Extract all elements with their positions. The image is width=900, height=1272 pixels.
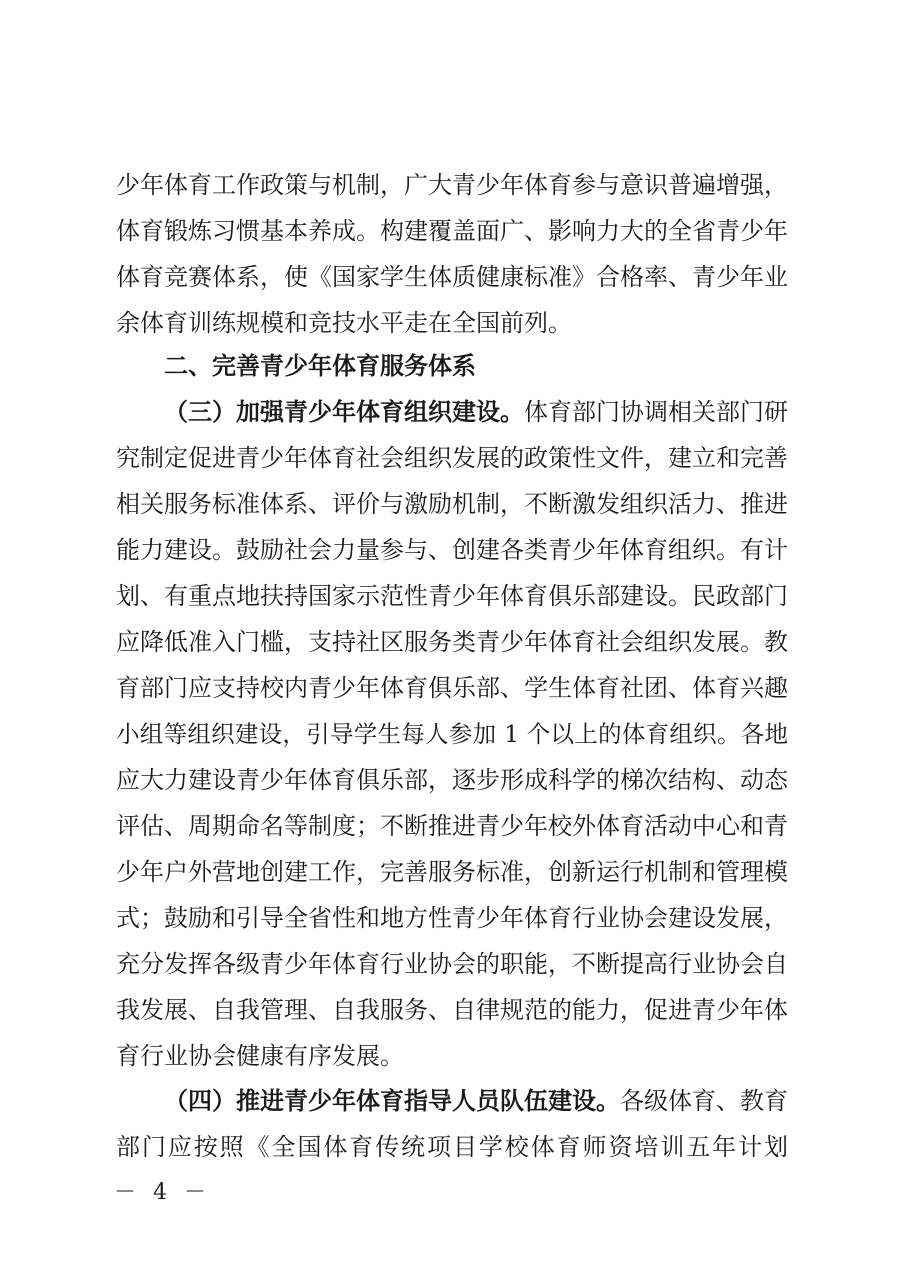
paragraph-3-lead: （三）加强青少年体育组织建设。 [164, 398, 524, 426]
paragraph-3-line-6: 育部门应支持校内青少年体育俱乐部、学生体育社团、体育兴趣 [116, 674, 788, 702]
paragraph-4-line-1: 部门应按照《全国体育传统项目学校体育师资培训五年计划 [116, 1133, 788, 1161]
paragraph-3-first-line-rest: 体育部门协调相关部门研 [524, 398, 788, 426]
body-line-3: 体育竞赛体系，使《国家学生体质健康标准》合格率、青少年业 [116, 263, 788, 291]
paragraph-3-first-line [164, 392, 788, 432]
paragraph-3-line-10: 少年户外营地创建工作，完善服务标准，创新运行机制和管理模 [116, 858, 788, 886]
section-heading: 二、完善青少年体育服务体系 [164, 352, 476, 380]
paragraph-3-line-11: 式；鼓励和引导全省性和地方性青少年体育行业协会建设发展， [116, 904, 788, 932]
paragraph-3-line-3: 能力建设。鼓励社会力量参与、创建各类青少年体育组织。有计 [116, 536, 788, 564]
body-line-2: 体育锻炼习惯基本养成。构建覆盖面广、影响力大的全省青少年 [116, 217, 788, 245]
paragraph-3-line-4: 划、有重点地扶持国家示范性青少年体育俱乐部建设。民政部门 [116, 582, 788, 610]
paragraph-4-first-line [164, 1081, 788, 1121]
paragraph-3-line-9: 评估、周期命名等制度；不断推进青少年校外体育活动中心和青 [116, 812, 788, 840]
paragraph-3-line-12: 充分发挥各级青少年体育行业协会的职能，不断提高行业协会自 [116, 950, 788, 978]
paragraph-3-line-13: 我发展、自我管理、自我服务、自律规范的能力，促进青少年体 [116, 996, 788, 1024]
paragraph-3-line-2: 相关服务标准体系、评价与激励机制，不断激发组织活力、推进 [116, 490, 788, 518]
paragraph-3-line-8: 应大力建设青少年体育俱乐部，逐步形成科学的梯次结构、动态 [116, 766, 788, 794]
paragraph-3-line-5: 应降低准入门槛，支持社区服务类青少年体育社会组织发展。教 [116, 628, 788, 656]
body-line-4: 余体育训练规模和竞技水平走在全国前列。 [116, 309, 572, 337]
paragraph-3-line-7: 小组等组织建设，引导学生每人参加 1 个以上的体育组织。各地 [116, 720, 788, 748]
paragraph-3-line-14: 育行业协会健康有序发展。 [116, 1042, 404, 1070]
paragraph-4-first-line-rest: 各级体育、教育 [620, 1087, 788, 1115]
page-number: － 4 － [114, 1180, 211, 1205]
body-line-1: 少年体育工作政策与机制，广大青少年体育参与意识普遍增强， [116, 171, 788, 199]
paragraph-3-line-1: 究制定促进青少年体育社会组织发展的政策性文件，建立和完善 [116, 444, 788, 472]
paragraph-4-lead: （四）推进青少年体育指导人员队伍建设。 [164, 1087, 620, 1115]
